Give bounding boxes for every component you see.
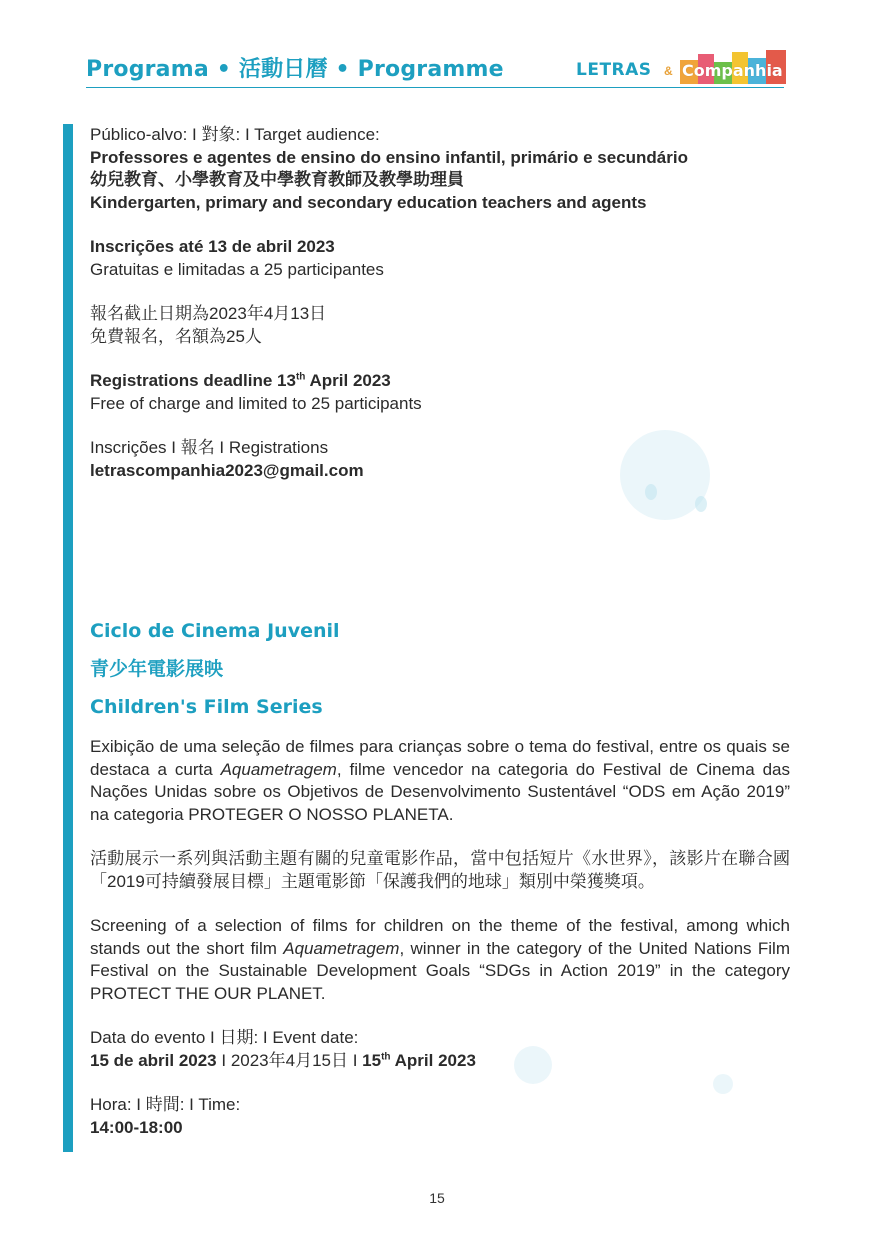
film-description-en: Screening of a selection of films for children on the theme of the festival, among which stands out the short film Aquametragem, winner in the category of the United Nations Film Festival on the Sustainable Development Goals “SDGs in Action 2019” in the category PROTECT THE OUR PLANET. [90,916,790,1003]
audience-pt: Professores e agentes de ensino do ensino infantil, primário e secundário [90,147,688,167]
registration-deadline-zh: 報名截止日期為2023年4月13日 [90,304,327,323]
film-title-en: Children's Film Series [90,696,323,718]
registration-info-pt: Gratuitas e limitadas a 25 participantes [90,259,384,279]
film-description-pt: Exibição de uma seleção de filmes para crianças sobre o tema do festival, entre os quais se destaca a curta Aquametragem, filme vencedor na categoria do Festival de Cinema das Nações Unidas sobre os Objetivos de Desenvolvimento Sustentável “ODS em Ação 2019” na categoria PROTEGER O NOSSO PLANETA. [90,737,790,824]
film-title-zh: 青少年電影展映 [90,658,224,680]
registration-deadline-en: Registrations deadline 13th April 2023 [90,371,391,390]
page-number: 15 [429,1190,445,1206]
registration-info-en: Free of charge and limited to 25 participants [90,393,422,413]
event-time-value: 14:00-18:00 [90,1117,183,1137]
audience-label: Público-alvo: I 對象: I Target audience: [90,125,380,144]
letras-companhia-logo [576,50,788,86]
event-date-label: Data do evento I 日期: I Event date: [90,1028,359,1047]
main-content [90,124,790,1139]
registration-deadline-pt: Inscrições até 13 de abril 2023 [90,237,335,256]
event-date-value: 15 de abril 2023 I 2023年4月15日 I 15th April 2023 [90,1050,476,1070]
header-divider [86,87,784,88]
event-time-label: Hora: I 時間: I Time: [90,1095,241,1114]
page-header-title: Programa • 活動日曆 • Programme [86,57,504,82]
registration-email[interactable]: letrascompanhia2023@gmail.com [90,460,364,480]
audience-zh: 幼兒教育、小學教育及中學教育教師及教學助理員 [90,170,464,189]
logo-word-letras: LETRAS [576,60,652,80]
registration-contact-label: Inscrições I 報名 I Registrations [90,438,329,457]
logo-ampersand: & [664,64,673,78]
film-description-zh: 活動展示一系列與活動主題有關的兒童電影作品，當中包括短片《水世界》，該影片在聯合國「2019可持續發展目標」主題電影節「保護我們的地球」類別中榮獲獎項。 [90,849,790,891]
accent-side-bar [63,124,73,1152]
logo-word-companhia: Companhia [682,61,783,80]
film-title-pt: Ciclo de Cinema Juvenil [90,620,340,642]
registration-info-zh: 免費報名，名額為25人 [90,326,262,346]
audience-en: Kindergarten, primary and secondary education teachers and agents [90,192,647,212]
